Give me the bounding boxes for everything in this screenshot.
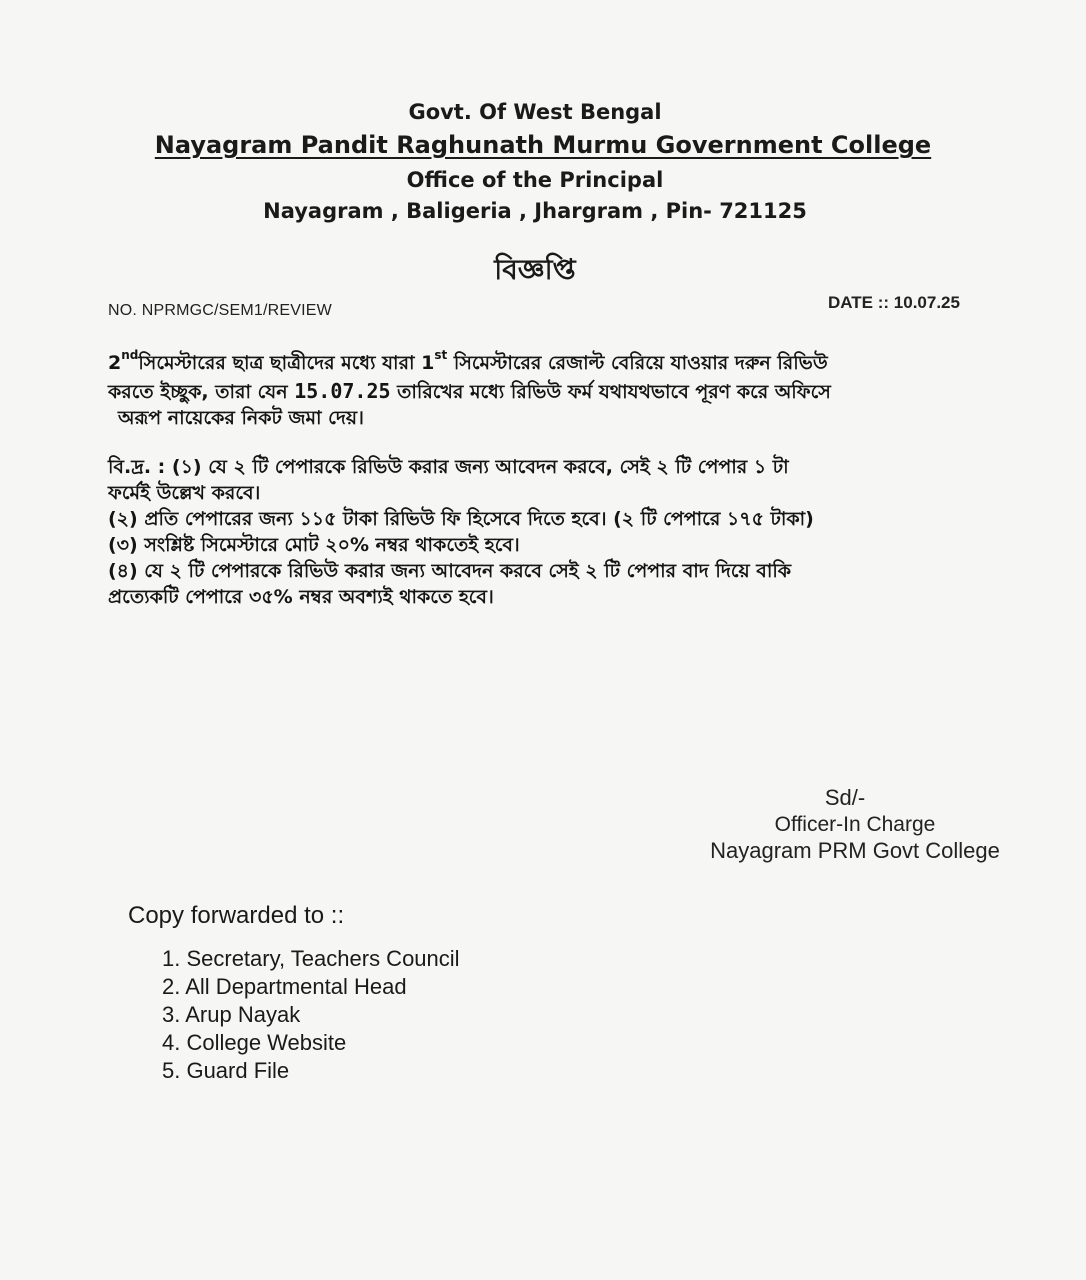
signature-sd: Sd/- xyxy=(824,785,866,810)
main-line-1-a: সিমেস্টারের ছাত্র ছাত্রীদের মধ্যে যারা xyxy=(138,352,422,374)
note-line: প্রত্যেকটি পেপারে ৩৫% নম্বর অবশ্যই থাকতে হবে। xyxy=(108,586,494,608)
deadline-date: 15.07.25 xyxy=(294,379,391,403)
semester-suffix: nd xyxy=(121,348,139,362)
main-line-1 xyxy=(108,350,1028,378)
note-line: (৩) সংশ্লিষ্ট সিমেস্টারে মোট ২০% নম্বর থাকতেই হবে। xyxy=(108,534,520,556)
note-line: বি.দ্র. : (১) যে ২ টি পেপারকে রিভিউ করার জন্য আবেদন করবে, সেই ২ টি পেপার ১ টা xyxy=(108,456,789,478)
main-line-2-a: করতে ইচ্ছুক, তারা যেন xyxy=(108,381,295,403)
semester1-suffix: st xyxy=(434,348,448,362)
college-name: Nayagram Pandit Raghunath Murmu Government College xyxy=(154,131,932,159)
main-line-2-b: তারিখের মধ্যে রিভিউ ফর্ম যথাযথভাবে পূরণ করে অফিসে xyxy=(390,381,831,403)
list-item: 4. College Website xyxy=(162,1030,347,1055)
semester1-number: 1 xyxy=(421,352,435,374)
office-heading: Office of the Principal xyxy=(406,168,664,192)
semester-number: 2 xyxy=(108,352,122,374)
note-line: (৪) যে ২ টি পেপারকে রিভিউ করার জন্য আবেদন করবে সেই ২ টি পেপার বাদ দিয়ে বাকি xyxy=(108,560,792,582)
reference-number: NO. NPRMGC/SEM1/REVIEW xyxy=(108,302,332,319)
main-line-2 xyxy=(108,378,1028,405)
copy-forwarded-heading: Copy forwarded to :: xyxy=(128,902,345,929)
list-item: 3. Arup Nayak xyxy=(162,1002,301,1027)
govt-heading: Govt. Of West Bengal xyxy=(408,100,662,124)
main-paragraph xyxy=(108,350,1028,431)
college-address: Nayagram , Baligeria , Jhargram , Pin- 721125 xyxy=(263,199,807,223)
copy-forwarded-list xyxy=(162,945,460,1085)
list-item: 2. All Departmental Head xyxy=(162,974,407,999)
note-line: (২) প্রতি পেপারের জন্য ১১৫ টাকা রিভিউ ফি হিসেবে দিতে হবে। (২ টি পেপারে ১৭৫ টাকা) xyxy=(108,508,814,530)
signatory-title: Officer-In Charge xyxy=(774,813,936,836)
notes-section xyxy=(108,454,1028,610)
notice-date: DATE :: 10.07.25 xyxy=(828,293,960,312)
notice-title: বিজ্ঞপ্তি xyxy=(494,253,576,286)
signatory-institution: Nayagram PRM Govt College xyxy=(710,838,1000,863)
main-line-1-b: সিমেস্টারের রেজাল্ট বেরিয়ে যাওয়ার দরুন রিভিউ xyxy=(447,352,828,374)
list-item: 1. Secretary, Teachers Council xyxy=(162,946,460,971)
note-line: ফর্মেই উল্লেখ করবে। xyxy=(108,482,261,504)
list-item: 5. Guard File xyxy=(162,1058,290,1083)
main-line-3: অরূপ নায়েকের নিকট জমা দেয়। xyxy=(118,407,364,429)
